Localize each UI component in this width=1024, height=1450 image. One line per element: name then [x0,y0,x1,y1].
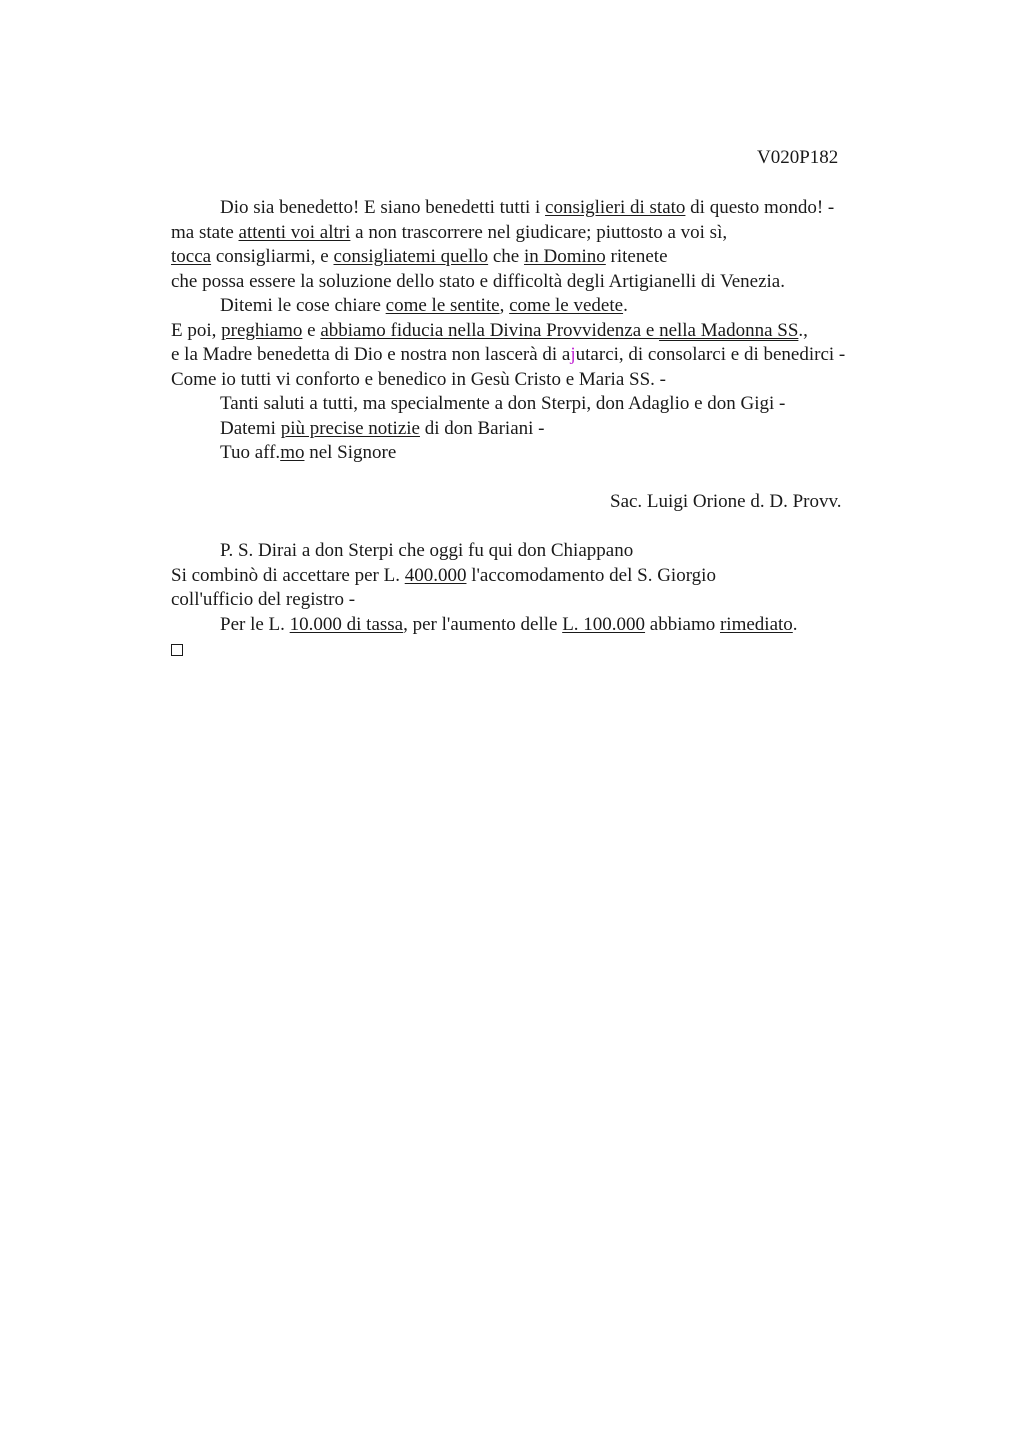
underlined-phrase: consiglieri di stato [545,197,686,218]
letter-line-3: tocca consigliarmi, e consigliatemi quello che in Domino ritenete [171,246,668,267]
underlined-phrase: più precise notizie [280,417,420,439]
letter-line-11: Tuo aff.mo nel Signore [220,442,397,463]
letter-line-7: e la Madre benedetta di Dio e nostra non lascerà di ajutarci, di consolarci e di benedirci - [171,344,846,365]
underlined-phrase: in Domino [523,246,606,267]
letter-line-1: Dio sia benedetto! E siano benedetti tutti i consiglieri di stato di questo mondo! - [220,197,835,218]
underlined-phrase: come le sentite [385,295,500,316]
letter-line-6: E poi, preghiamo e abbiamo fiducia nella Divina Provvidenza e nella Madonna SS., [171,319,808,341]
underlined-phrase: L. 100.000 [562,613,646,635]
underlined-phrase: mo [280,442,305,463]
signature: Sac. Luigi Orione d. D. Provv. [610,491,842,512]
highlighted-letter: j [570,344,576,365]
letter-line-8: Come io tutti vi conforto e benedico in Gesù Cristo e Maria SS. - [171,368,666,390]
postscript-line-1: P. S. Dirai a don Sterpi che oggi fu qui don Chiappano [220,540,634,561]
underlined-phrase: 10.000 di tassa [289,613,404,635]
underlined-phrase: attenti voi altri [238,221,351,243]
underlined-phrase: abbiamo fiducia nella Divina Provvidenza e [320,319,660,341]
postscript-line-4: Per le L. 10.000 di tassa, per l'aumento delle L. 100.000 abbiamo rimediato. [220,613,798,635]
letter-line-10: Datemi più precise notizie di don Bariani - [220,417,545,439]
postscript-line-2: Si combinò di accettare per L. 400.000 l'accomodamento del S. Giorgio [171,564,716,586]
letter-line-9: Tanti saluti a tutti, ma specialmente a don Sterpi, don Adaglio e don Gigi - [220,393,786,414]
blank-line [171,515,931,540]
double-underlined-phrase: nella Madonna SS [659,319,799,341]
end-marker-row [171,637,931,662]
underlined-phrase: 400.000 [404,564,467,586]
underlined-phrase: tocca [171,246,212,267]
underlined-phrase: come le vedete [509,295,624,316]
underlined-phrase: preghiamo [221,319,303,341]
postscript-line-3: coll'ufficio del registro - [171,589,356,610]
underlined-phrase: rimediato [719,613,793,635]
letter-line-4: che possa essere la soluzione dello stato e difficoltà degli Artigianelli di Venezia. [171,270,785,292]
letter-line-5: Ditemi le cose chiare come le sentite, come le vedete. [220,295,628,316]
letter-body [171,196,931,662]
page-reference: V020P182 [757,147,839,168]
blank-line [171,466,931,491]
letter-line-2: ma state attenti voi altri a non trascorrere nel giudicare; piuttosto a voi sì, [171,221,728,243]
underlined-phrase: consigliatemi quello [333,246,489,267]
end-of-document-box-icon [171,644,183,656]
